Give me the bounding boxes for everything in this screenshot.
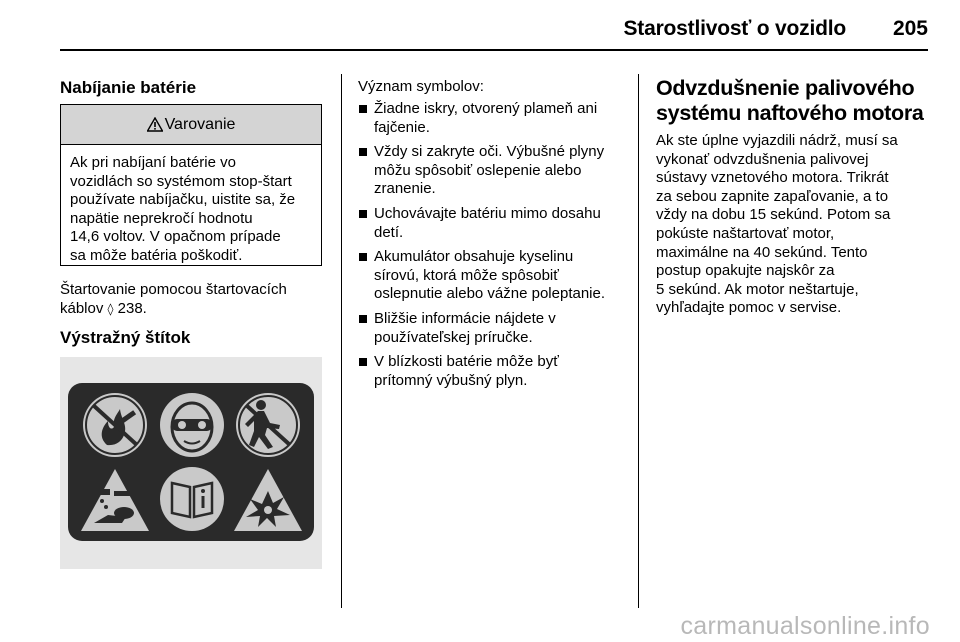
list-item-line: prítomný výbušný plyn. [374,371,528,389]
list-item-line: fajčenie. [374,118,430,136]
corrosive-acid-icon [81,469,149,531]
list-item-line: V blízkosti batérie môže byť [374,353,559,371]
warning-text [61,145,321,266]
warning-line: Ak pri nabíjaní batérie vo [70,154,236,171]
section-heading-fuel-bleeding [656,76,928,125]
warning-label-illustration [60,357,322,569]
list-item-line: sírovú, ktorá môže spôsobiť [374,266,559,284]
section-heading-battery-charging: Nabíjanie batérie [60,78,197,97]
paragraph-line: vykonať odvzdušnenia palivovej [656,150,869,168]
explosive-gas-icon [234,469,302,531]
list-item-line: môžu spôsobiť oslepenie alebo [374,161,582,179]
list-item-line: Bližšie informácie nájdete v [374,309,556,327]
list-item-line: Akumulátor obsahuje kyselinu [374,248,574,266]
paragraph-line: vyhľadajte pomoc v servise. [656,299,842,317]
jump-start-line: Štartovanie pomocou štartovacích [60,281,287,298]
heading-line: systému naftového motora [656,100,924,125]
paragraph-line: postup opakujte najskôr za [656,262,835,280]
symbols-intro: Význam symbolov: [358,78,484,95]
list-item-line: používateľskej príručke. [374,328,533,346]
paragraph-line: maximálne na 40 sekúnd. Tento [656,243,868,261]
list-item-line: detí. [374,223,404,241]
paragraph-line: sústavy vznetového motora. Trikrát [656,169,889,187]
warning-line: vozidlách so systémom stop-štart [70,172,292,190]
warning-label-plate [68,383,314,541]
no-fire-no-smoking-icon [83,393,147,457]
list-item-line: Uchovávajte batériu mimo dosahu [374,204,601,222]
paragraph-line: vždy na dobu 15 sekúnd. Potom sa [656,206,891,224]
list-item [358,143,628,199]
paragraph-line: Ak ste úplne vyjazdili nádrž, musí sa [656,132,898,149]
keep-children-away-icon [236,393,300,457]
warning-box [60,104,322,266]
warning-line: 14,6 voltov. V opačnom prípade [70,228,281,246]
warning-line: napätie neprekročí hodnotu [70,209,253,227]
warning-header [61,105,321,145]
jump-start-line: káblov [60,299,108,317]
list-item-line: zranenie. [374,180,436,198]
fuel-bleeding-paragraph [656,132,928,318]
cross-reference-icon: ◊ [107,301,114,316]
list-item [358,353,628,390]
paragraph-line: pokúste naštartovať motor, [656,224,835,242]
jump-start-paragraph [60,281,330,318]
list-item-line: oslepnutie alebo vážne poleptanie. [374,285,606,303]
column-divider-left [341,74,342,608]
list-item-line: Žiadne iskry, otvorený plameň ani [374,100,598,117]
warning-title: Varovanie [164,115,236,133]
running-header-title: Starostlivosť o vozidlo [623,17,846,40]
header-rule [60,49,928,51]
warning-triangle-icon [147,117,163,133]
paragraph-line: za sebou zapnite zapaľovanie, a to [656,187,889,205]
eye-protection-icon [160,393,224,457]
column-divider-right [638,74,639,608]
list-item-line: Vždy si zakryte oči. Výbušné plyny [374,143,605,161]
warning-line: používate nabíjačku, uistite sa, že [70,191,296,209]
list-item [358,248,628,304]
paragraph-line: 5 sekúnd. Ak motor neštartuje, [656,280,859,298]
watermark: carmanualsonline.info [680,612,930,640]
page-number: 205 [892,17,928,40]
section-heading-warning-label: Výstražný štítok [60,328,191,347]
read-manual-icon [160,467,224,531]
symbols-list [358,100,628,396]
warning-line: sa môže batéria poškodiť. [70,246,243,264]
heading-line: Odvzdušnenie palivového [656,76,915,100]
list-item [358,205,628,242]
list-item [358,310,628,347]
list-item [358,100,628,137]
cross-reference-page[interactable]: 238. [113,299,147,317]
